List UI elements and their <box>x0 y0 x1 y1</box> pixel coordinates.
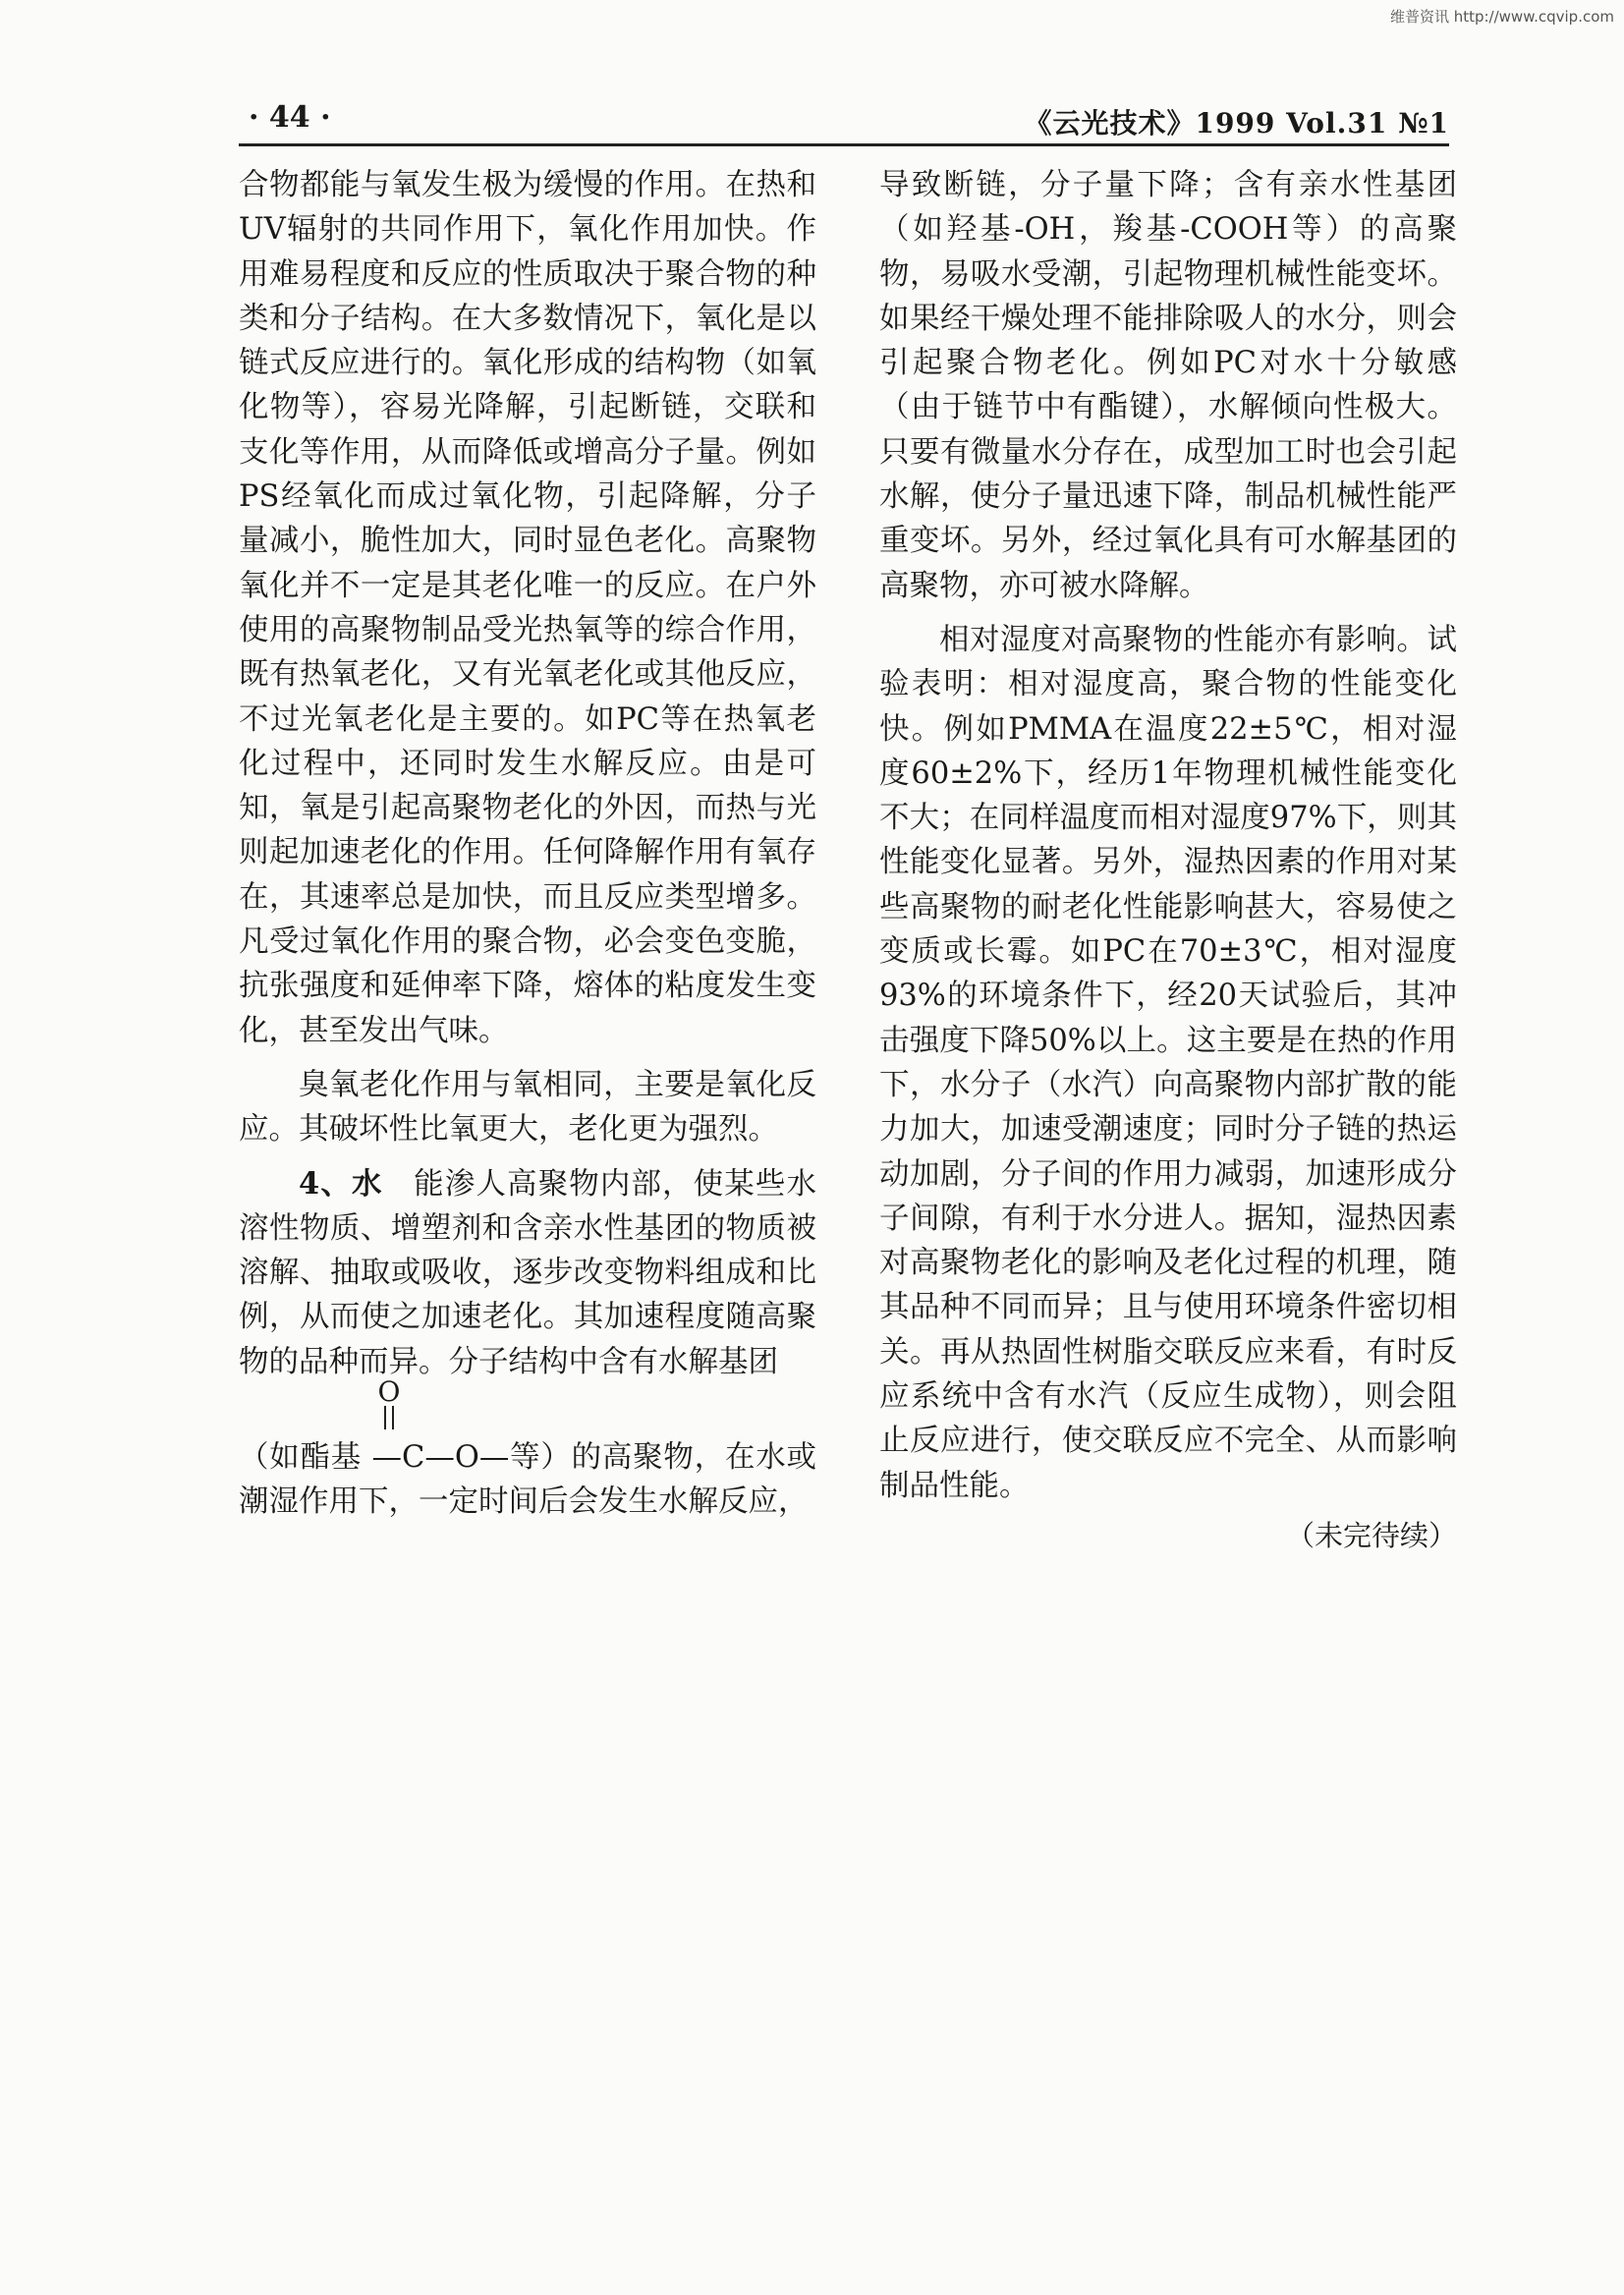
carbonyl-oxygen: O <box>377 1375 401 1409</box>
left-column <box>239 163 816 1525</box>
page-header <box>239 94 1449 143</box>
paragraph-water-text: 能渗人高聚物内部，使某些水溶性物质、增塑剂和含亲水性基团的物质被溶解、抽取或吸收，逐步改变物料组成和比例，从而使之加速老化。其加速程度随高聚物的品种而异。分子结构中含有水解基团 <box>239 1166 816 1379</box>
paragraph-ester-formula <box>239 1375 816 1525</box>
journal-reference: 《云光技术》1999 Vol.31 №1 <box>1024 107 1449 140</box>
paragraph-ester-text: （如酯基 —C—O—等）的高聚物，在水或潮湿作用下，一定时间后会发生水解反应， <box>239 1440 816 1520</box>
to-be-continued-note: （未完待续） <box>1285 1518 1457 1552</box>
paragraph-humidity: 相对湿度对高聚物的性能亦有影响。试验表明：相对湿度高，聚合物的性能变化快。例如PMMA在温度22±5℃，相对湿度60±2%下，经历1年物理机械性能变化不大；在同样温度而相对湿度97%下，则其性能变化显著。另外，湿热因素的作用对某些高聚物的耐老化性能影响甚大，容易使之变质或长霉。如PC在70±3℃，相对湿度93%的环境条件下，经20天试验后，其冲击强度下降50%以上。这主要是在热的作用下，水分子（水汽）向高聚物内部扩散的能力加大，加速受潮速度；同时分子链的热运动加剧，分子间的作用力减弱，加速形成分子间隙，有利于水分进人。据知，湿热因素对高聚物老化的影响及老化过程的机理，随其品种不同而异；且与使用环境条件密切相关。再从热固性树脂交联反应来看，有时反应系统中含有水汽（反应生成物），则会阻止反应进行，使交联反应不完全、从而影响制品性能。 <box>879 622 1457 1503</box>
watermark-text: 维普资讯 http://www.cqvip.com <box>1389 8 1614 26</box>
paragraph-hydrolysis: 导致断链，分子量下降；含有亲水性基团（如羟基-OH，羧基-COOH等）的高聚物，易吸水受潮，引起物理机械性能变坏。如果经干燥处理不能排除吸人的水分，则会引起聚合物老化。例如PC对水十分敏感（由于链节中有酯键），水解倾向性极大。只要有微量水分存在，成型加工时也会引起水解，使分子量迅速下降，制品机械性能严重变坏。另外，经过氧化具有可水解基团的高聚物，亦可被水降解。 <box>879 168 1457 603</box>
paragraph-oxidation: 合物都能与氧发生极为缓慢的作用。在热和UV辐射的共同作用下，氧化作用加快。作用难易程度和反应的性质取决于聚合物的种类和分子结构。在大多数情况下，氧化是以链式反应进行的。氧化形成的结构物（如氧化物等），容易光降解，引起断链，交联和支化等作用，从而降低或增高分子量。例如PS经氧化而成过氧化物，引起降解，分子量减小，脆性加大，同时显色老化。高聚物氧化并不一定是其老化唯一的反应。在户外使用的高聚物制品受光热氧等的综合作用，既有热氧老化，又有光氧老化或其他反应，不过光氧老化是主要的。如PC等在热氧老化过程中，还同时发生水解反应。由是可知，氧是引起高聚物老化的外因，而热与光则起加速老化的作用。任何降解作用有氧存在，其速率总是加快，而且反应类型增多。凡受过氧化作用的聚合物，必会变色变脆，抗张强度和延伸率下降，熔体的粘度发生变化，甚至发出气味。 <box>239 168 816 1048</box>
header-rule <box>239 143 1449 146</box>
section-heading-water: 4、水 <box>299 1165 383 1202</box>
double-bond-line <box>384 1406 394 1429</box>
carbonyl-group-symbol <box>376 1375 402 1435</box>
right-column <box>879 163 1457 1558</box>
paragraph-ozone: 臭氧老化作用与氧相同，主要是氧化反应。其破坏性比氧更大，老化更为强烈。 <box>239 1067 816 1148</box>
page-number: · 44 · <box>249 100 331 135</box>
paragraph-water <box>239 1162 816 1384</box>
